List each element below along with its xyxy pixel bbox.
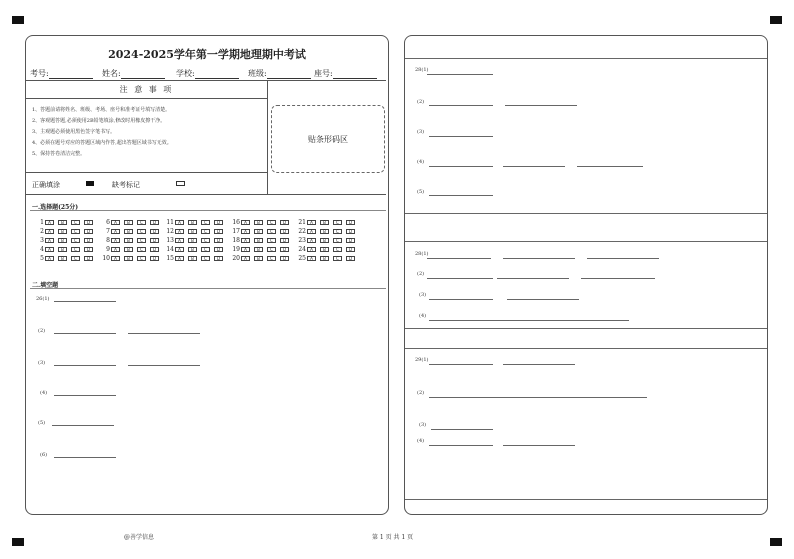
answer-bubble-a[interactable]: A [307,220,316,225]
answer-blank[interactable] [427,278,493,279]
candidate-info-row [30,68,386,78]
answer-bubble-d[interactable]: D [150,256,159,261]
answer-bubble-c[interactable]: C [267,256,276,261]
registration-mark [770,16,782,24]
mcq-question-row [294,245,359,254]
answer-bubble-a[interactable]: A [241,229,250,234]
divider [268,194,386,195]
answer-bubble-b[interactable]: B [58,238,67,243]
question-number: 11 [166,219,174,226]
answer-blank[interactable] [505,105,577,106]
blank-label-26-5: (5) [38,420,46,426]
answer-bubble-b[interactable]: B [124,238,133,243]
answer-bubble-d[interactable]: D [84,229,93,234]
mcq-question-row [162,254,227,263]
question-number: 12 [166,228,174,235]
answer-bubble-a[interactable]: A [241,247,250,252]
answer-bubble-a[interactable]: A [175,229,184,234]
exam-number-label: 考号: [30,69,49,78]
answer-bubble-d[interactable]: D [214,256,223,261]
answer-bubble-b[interactable]: B [124,256,133,261]
answer-bubble-a[interactable]: A [307,229,316,234]
answer-bubble-a[interactable]: A [175,220,184,225]
answer-block-28-second [405,241,767,329]
answer-blank[interactable] [429,136,493,137]
answer-bubble-d[interactable]: D [346,238,355,243]
blank-label-28-5: (5) [417,189,425,195]
name-label: 姓名: [102,69,121,78]
question-number: 21 [298,219,306,226]
answer-blank[interactable] [429,320,629,321]
filled-mark-example [86,181,94,186]
blank-label-28-1: 28(1) [415,67,429,73]
answer-bubble-c[interactable]: C [201,229,210,234]
answer-blank[interactable] [427,74,493,75]
answer-bubble-d[interactable]: D [84,220,93,225]
registration-mark [12,16,24,24]
answer-bubble-c[interactable]: C [201,247,210,252]
question-number: 17 [232,228,240,235]
question-number: 25 [298,255,306,262]
answer-bubble-a[interactable]: A [45,238,54,243]
answer-bubble-b[interactable]: B [254,229,263,234]
answer-bubble-a[interactable]: A [175,247,184,252]
answer-bubble-c[interactable]: C [137,238,146,243]
mcq-column [162,218,227,263]
answer-bubble-b[interactable]: B [124,229,133,234]
mcq-question-row [162,236,227,245]
answer-bubble-b[interactable]: B [320,247,329,252]
answer-blank[interactable] [503,166,565,167]
answer-bubble-c[interactable]: C [71,247,80,252]
mcq-question-row [98,254,163,263]
answer-bubble-b[interactable]: B [254,256,263,261]
exam-number-field[interactable] [49,71,93,79]
question-number: 10 [102,255,110,262]
blank-label-26-6: (6) [40,452,48,458]
answer-bubble-c[interactable]: C [201,238,210,243]
answer-blank[interactable] [54,365,116,366]
class-label: 班级: [248,69,267,78]
barcode-cell [268,80,386,195]
answer-bubble-c[interactable]: C [267,238,276,243]
answer-bubble-a[interactable]: A [45,256,54,261]
mcq-column [294,218,359,263]
exam-title: 2024-2025学年第一学期地理期中考试 [108,48,306,61]
answer-blank[interactable] [128,365,200,366]
answer-blank[interactable] [581,278,655,279]
school-field[interactable] [195,71,239,79]
mcq-question-row [32,254,97,263]
blank-label-26-3: (3) [38,360,46,366]
answer-bubble-d[interactable]: D [346,229,355,234]
mcq-question-row [98,227,163,236]
divider [30,288,386,289]
question-number: 7 [106,228,110,235]
question-number: 2 [40,228,44,235]
blank-label-26-4: (4) [40,390,48,396]
fill-example-row [26,172,268,195]
answer-bubble-a[interactable]: A [45,220,54,225]
mcq-question-row [294,227,359,236]
mcq-question-row [294,218,359,227]
mcq-question-row [162,218,227,227]
answer-blank[interactable] [429,445,493,446]
answer-blank[interactable] [429,364,493,365]
barcode-area: 贴条形码区 [271,105,385,173]
question-number: 6 [106,219,110,226]
answer-bubble-d[interactable]: D [150,247,159,252]
answer-blank[interactable] [503,445,575,446]
answer-blank[interactable] [577,166,643,167]
answer-bubble-d[interactable]: D [214,238,223,243]
answer-blank[interactable] [52,425,114,426]
answer-bubble-c[interactable]: C [71,229,80,234]
answer-bubble-a[interactable]: A [111,238,120,243]
blank-label-28-4: (4) [417,159,425,165]
notice-item: 3、主观题必须使用黑色签字笔书写。 [32,129,116,135]
blank-label-28b-2: (2) [417,271,425,277]
answer-bubble-d[interactable]: D [150,220,159,225]
mcq-question-row [32,236,97,245]
footer-left-note: @善学信息 [124,534,155,541]
answer-bubble-c[interactable]: C [137,247,146,252]
mcq-question-row [294,236,359,245]
answer-bubble-c[interactable]: C [333,256,342,261]
notice-item: 5、保持答卷清洁完整。 [32,151,86,157]
answer-block-28 [405,58,767,214]
answer-bubble-d[interactable]: D [280,229,289,234]
question-number: 5 [40,255,44,262]
answer-bubble-b[interactable]: B [188,238,197,243]
answer-bubble-b[interactable]: B [188,220,197,225]
answer-bubble-b[interactable]: B [320,256,329,261]
answer-bubble-c[interactable]: C [71,220,80,225]
question-number: 18 [232,237,240,244]
question-number: 24 [298,246,306,253]
answer-bubble-a[interactable]: A [307,238,316,243]
blank-label-28-3: (3) [417,129,425,135]
answer-bubble-d[interactable]: D [214,220,223,225]
answer-bubble-d[interactable]: D [280,220,289,225]
answer-blank[interactable] [54,301,116,302]
question-number: 20 [232,255,240,262]
mcq-question-row [98,218,163,227]
answer-bubble-d[interactable]: D [346,247,355,252]
divider [30,210,386,211]
page-number: 第 1 页 共 1 页 [372,534,414,541]
mcq-question-row [98,245,163,254]
answer-sheet-left-panel [25,35,389,515]
question-number: 14 [166,246,174,253]
question-number: 4 [40,246,44,253]
mcq-question-row [32,245,97,254]
question-number: 19 [232,246,240,253]
registration-mark [12,538,24,546]
answer-bubble-c[interactable]: C [333,247,342,252]
answer-bubble-b[interactable]: B [188,229,197,234]
question-number: 1 [40,219,44,226]
answer-bubble-c[interactable]: C [201,220,210,225]
answer-bubble-d[interactable]: D [214,229,223,234]
blank-label-29-1: 29(1) [415,357,429,363]
question-number: 23 [298,237,306,244]
answer-bubble-d[interactable]: D [214,247,223,252]
mcq-question-row [228,245,293,254]
answer-bubble-b[interactable]: B [124,247,133,252]
question-number: 16 [232,219,240,226]
answer-bubble-a[interactable]: A [307,247,316,252]
answer-blank[interactable] [587,258,659,259]
mcq-question-row [228,227,293,236]
answer-blank[interactable] [503,258,575,259]
answer-bubble-b[interactable]: B [254,220,263,225]
mcq-question-row [162,245,227,254]
blank-label-28b-3: (3) [419,292,427,298]
absent-mark-label: 缺考标记 [112,181,140,189]
answer-bubble-d[interactable]: D [346,256,355,261]
answer-blank[interactable] [497,278,569,279]
answer-bubble-a[interactable]: A [307,256,316,261]
question-number: 13 [166,237,174,244]
answer-bubble-d[interactable]: D [150,229,159,234]
answer-bubble-d[interactable]: D [280,247,289,252]
answer-blank[interactable] [54,395,116,396]
answer-blank[interactable] [429,195,493,196]
answer-blank[interactable] [427,258,491,259]
notice-box [26,80,268,172]
answer-block-29 [405,348,767,500]
answer-bubble-a[interactable]: A [241,220,250,225]
answer-bubble-a[interactable]: A [111,220,120,225]
correct-fill-label: 正确填涂 [32,181,60,189]
answer-bubble-c[interactable]: C [267,247,276,252]
blank-label-26-2: (2) [38,328,46,334]
mcq-question-row [32,218,97,227]
answer-bubble-d[interactable]: D [150,238,159,243]
mcq-question-row [98,236,163,245]
answer-bubble-c[interactable]: C [267,220,276,225]
answer-bubble-c[interactable]: C [137,256,146,261]
answer-bubble-a[interactable]: A [111,229,120,234]
seat-label: 座号: [314,69,333,78]
answer-bubble-c[interactable]: C [333,238,342,243]
mcq-question-row [162,227,227,236]
answer-bubble-c[interactable]: C [267,229,276,234]
mcq-section-title: 一.选择题(25分) [32,204,79,211]
answer-bubble-b[interactable]: B [320,220,329,225]
answer-sheet-right-panel [404,35,768,515]
question-number: 8 [106,237,110,244]
answer-bubble-b[interactable]: B [58,229,67,234]
fill-blank-section-title: 二.填空题 [32,282,59,289]
question-number: 15 [166,255,174,262]
answer-bubble-c[interactable]: C [71,238,80,243]
blank-label-29-3: (3) [419,422,427,428]
absent-mark-checkbox[interactable] [176,181,185,186]
class-field[interactable] [267,71,311,79]
mcq-question-row [294,254,359,263]
answer-bubble-b[interactable]: B [320,238,329,243]
mcq-column [98,218,163,263]
answer-blank[interactable] [54,457,116,458]
mcq-column [32,218,97,263]
question-number: 3 [40,237,44,244]
answer-bubble-b[interactable]: B [58,247,67,252]
answer-bubble-a[interactable]: A [45,247,54,252]
notice-item: 1、答题前请将姓名、班级、考场、座号和准考证号填写清楚。 [32,107,171,113]
mcq-question-row [228,218,293,227]
answer-bubble-b[interactable]: B [188,256,197,261]
answer-blank[interactable] [507,299,579,300]
answer-bubble-b[interactable]: B [58,220,67,225]
answer-bubble-d[interactable]: D [84,247,93,252]
answer-bubble-c[interactable]: C [137,229,146,234]
question-number: 9 [106,246,110,253]
answer-blank[interactable] [429,105,493,106]
mcq-question-row [32,227,97,236]
notice-item: 4、必须在题号对应的答题区域内作答,超出答题区域书写无效。 [32,140,172,146]
mcq-question-row [228,236,293,245]
mcq-column [228,218,293,263]
answer-bubble-d[interactable]: D [346,220,355,225]
answer-bubble-a[interactable]: A [175,238,184,243]
answer-bubble-b[interactable]: B [254,247,263,252]
blank-label-28b-1: 28(1) [415,251,429,257]
name-field[interactable] [121,71,165,79]
answer-bubble-a[interactable]: A [111,256,120,261]
question-number: 22 [298,228,306,235]
mcq-question-row [228,254,293,263]
answer-bubble-c[interactable]: C [333,229,342,234]
blank-label-28-2: (2) [417,99,425,105]
answer-bubble-c[interactable]: C [71,256,80,261]
answer-bubble-b[interactable]: B [320,229,329,234]
answer-bubble-b[interactable]: B [58,256,67,261]
answer-bubble-a[interactable]: A [111,247,120,252]
answer-bubble-b[interactable]: B [254,238,263,243]
answer-blank[interactable] [503,364,575,365]
answer-blank[interactable] [429,166,493,167]
answer-bubble-d[interactable]: D [280,238,289,243]
answer-bubble-c[interactable]: C [333,220,342,225]
answer-blank[interactable] [429,299,493,300]
answer-blank[interactable] [431,429,493,430]
answer-bubble-d[interactable]: D [280,256,289,261]
registration-mark [770,538,782,546]
answer-bubble-a[interactable]: A [241,238,250,243]
seat-field[interactable] [333,71,377,79]
answer-bubble-c[interactable]: C [137,220,146,225]
answer-bubble-a[interactable]: A [45,229,54,234]
answer-bubble-c[interactable]: C [201,256,210,261]
answer-bubble-a[interactable]: A [175,256,184,261]
answer-bubble-a[interactable]: A [241,256,250,261]
answer-bubble-d[interactable]: D [84,256,93,261]
blank-label-29-2: (2) [417,390,425,396]
answer-bubble-d[interactable]: D [84,238,93,243]
notice-heading: 注 意 事 项 [26,81,267,99]
blank-label-28b-4: (4) [419,313,427,319]
answer-blank[interactable] [54,333,116,334]
answer-blank[interactable] [128,333,200,334]
notice-item: 2、客观题答题,必须使用2B铅笔填涂,修改时用橡皮擦干净。 [32,118,166,124]
blank-label-26-1: 26(1) [36,296,50,302]
school-label: 学校: [176,69,195,78]
answer-bubble-b[interactable]: B [124,220,133,225]
blank-label-29-4: (4) [417,438,425,444]
answer-bubble-b[interactable]: B [188,247,197,252]
answer-blank[interactable] [429,397,647,398]
